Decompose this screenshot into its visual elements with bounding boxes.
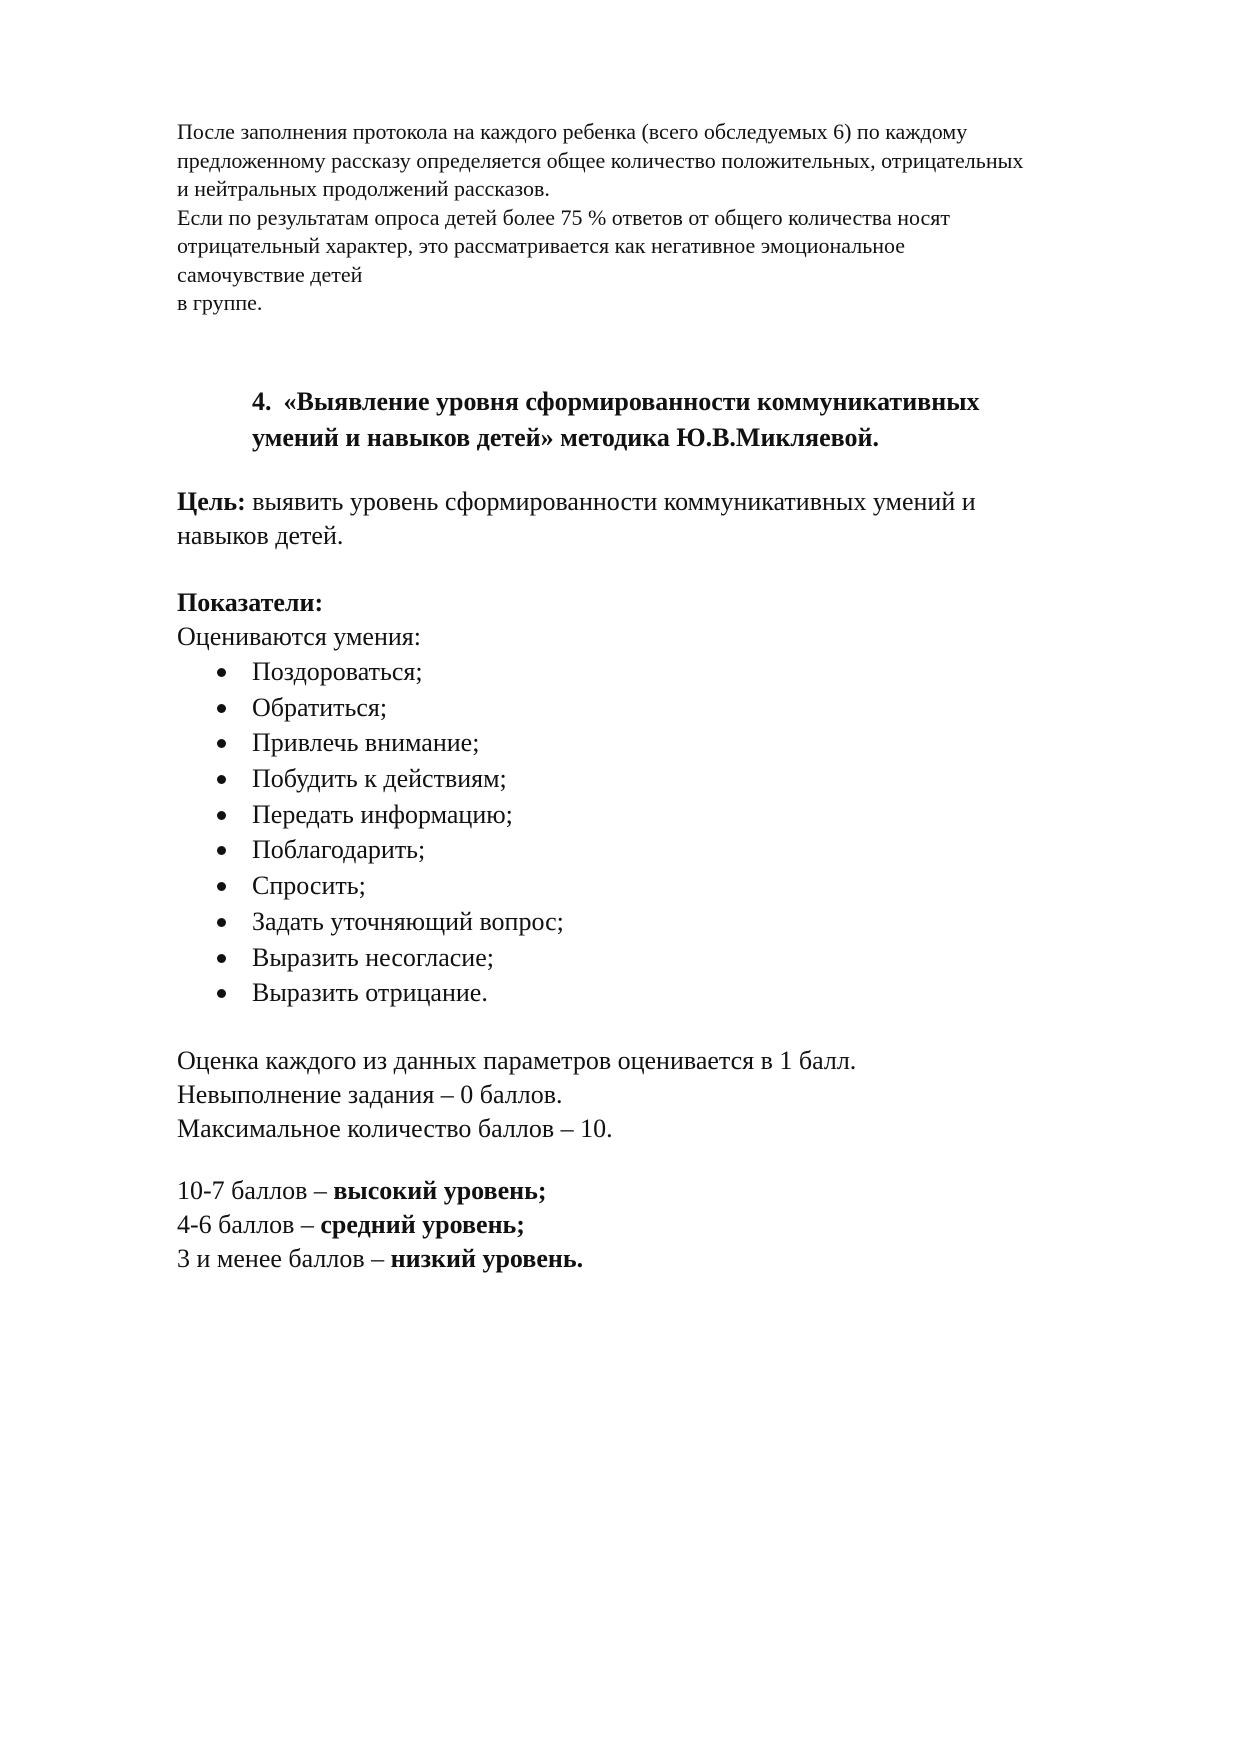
list-item-label: Обратиться; — [252, 692, 388, 722]
bullet-icon — [217, 704, 226, 713]
list-item-label: Поздороваться; — [252, 657, 423, 686]
list-item-label: Привлечь внимание; — [252, 728, 480, 758]
section-title-line: умений и навыков детей» методика Ю.В.Микляевой. — [252, 423, 879, 452]
section-title-line: «Выявление уровня сформированности коммуникативных — [283, 387, 980, 416]
indicators-lead: Оцениваются умения: — [177, 622, 421, 651]
skills-list — [177, 654, 1137, 1011]
level-label: низкий уровень. — [390, 1244, 584, 1273]
list-item — [177, 725, 1137, 761]
level-row — [177, 1208, 1137, 1242]
goal-label: Цель: — [177, 487, 246, 516]
indicators-title: Показатели: — [177, 588, 324, 617]
intro-paragraph — [177, 118, 1157, 318]
intro-line: предложенному рассказу определяется общее количество положительных, отрицательных — [177, 147, 1024, 173]
bullet-icon — [217, 775, 226, 784]
goal-paragraph — [177, 485, 1137, 553]
level-range: 4-6 баллов – — [177, 1210, 321, 1239]
indicators-section — [177, 586, 1137, 1011]
bullet-icon — [217, 811, 226, 820]
list-item-label: Побудить к действиям; — [252, 764, 507, 794]
list-item-label: Спросить; — [252, 871, 366, 901]
goal-text: навыков детей. — [177, 521, 344, 550]
section-number: 4. — [252, 387, 272, 416]
level-row — [177, 1242, 1137, 1276]
level-range: 10-7 баллов – — [177, 1176, 334, 1205]
bullet-icon — [217, 882, 226, 891]
list-item — [177, 975, 1137, 1011]
list-item-label: Выразить несогласие; — [252, 942, 494, 972]
list-item — [177, 797, 1137, 833]
list-item — [177, 654, 1137, 690]
bullet-icon — [217, 918, 226, 927]
level-label: средний уровень; — [320, 1210, 525, 1239]
level-label: высокий уровень; — [333, 1176, 547, 1205]
list-item — [177, 868, 1137, 904]
list-item-label: Задать уточняющий вопрос; — [252, 906, 564, 936]
list-item-label: Передать информацию; — [252, 799, 513, 829]
list-item-label: Поблагодарить; — [252, 835, 426, 865]
bullet-icon — [217, 739, 226, 748]
list-item — [177, 690, 1137, 726]
section-heading — [252, 384, 1152, 456]
intro-line: отрицательный характер, это рассматривается как негативное эмоциональное — [177, 233, 906, 258]
goal-text: выявить уровень сформированности коммуникативных умений и — [245, 487, 976, 516]
list-item — [177, 832, 1137, 868]
scoring-line: Оценка каждого из данных параметров оценивается в 1 балл. — [177, 1046, 857, 1075]
scoring-paragraph — [177, 1044, 1137, 1146]
bullet-icon — [217, 954, 226, 963]
bullet-icon — [217, 846, 226, 855]
intro-line: самочувствие детей — [177, 261, 363, 287]
level-range: 3 и менее баллов – — [177, 1244, 391, 1273]
intro-line: и нейтральных продолжений рассказов. — [177, 176, 550, 201]
list-item — [177, 761, 1137, 797]
list-item — [177, 904, 1137, 940]
list-item — [177, 940, 1137, 976]
intro-line: После заполнения протокола на каждого ребенка (всего обследуемых 6) по каждому — [177, 119, 968, 144]
intro-line: Если по результатам опроса детей более 75 % ответов от общего количества носят — [177, 204, 951, 230]
level-row — [177, 1174, 1137, 1208]
list-item-label: Выразить отрицание. — [252, 978, 488, 1008]
levels-paragraph — [177, 1174, 1137, 1276]
scoring-line: Максимальное количество баллов – 10. — [177, 1114, 613, 1143]
intro-line: в группе. — [177, 290, 263, 315]
scoring-line: Невыполнение задания – 0 баллов. — [177, 1080, 563, 1109]
bullet-icon — [217, 668, 226, 677]
bullet-icon — [217, 989, 226, 998]
